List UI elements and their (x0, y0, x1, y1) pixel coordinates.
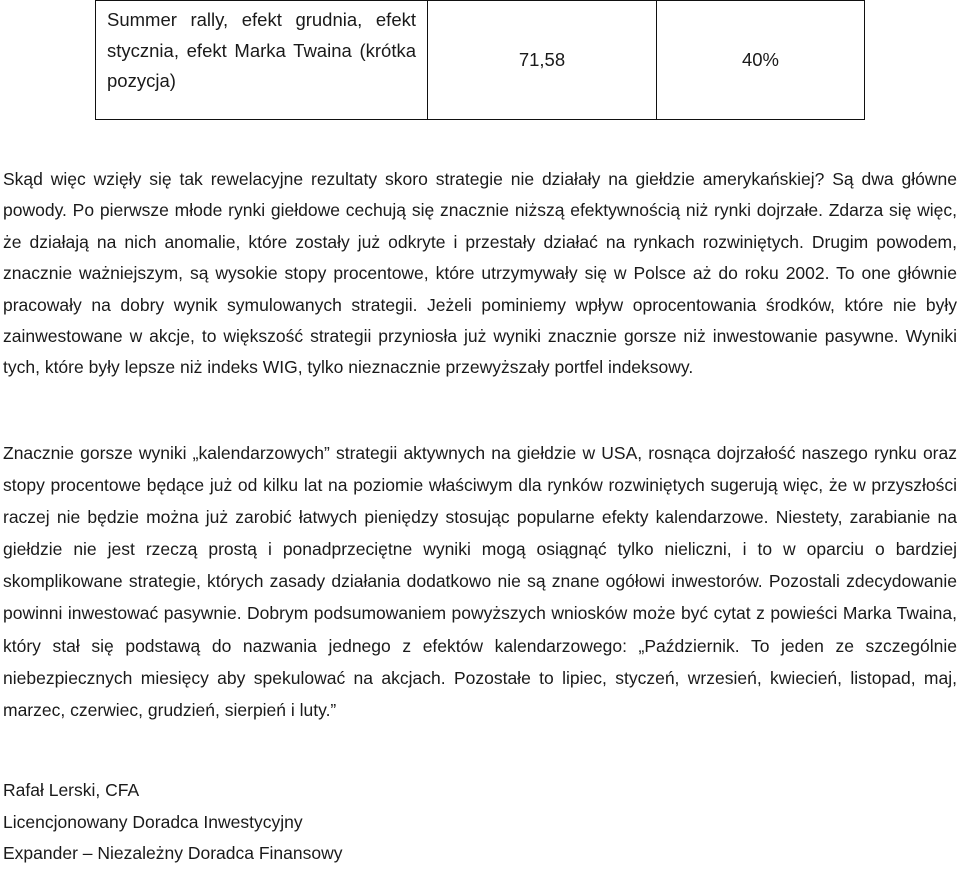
strategy-value-cell (428, 1, 657, 120)
signature-company: Expander – Niezależny Doradca Finansowy (3, 843, 343, 864)
strategy-table (95, 0, 865, 120)
signature-block (3, 775, 342, 870)
paragraph-reasons: Skąd więc wzięły się tak rewelacyjne rezultaty skoro strategie nie działały na giełdzie amerykańskiej? Są dwa główne powody. Po pierwsze młode rynki giełdowe cechują się znacznie niższą efektywnością niż rynki dojrzałe. Zdarza się więc, że działają na nich anomalie, które zostały już odkryte i przestały działać na rynkach rozwiniętych. Drugim powodem, znacznie ważniejszym, są wysokie stopy procentowe, które utrzymywały się w Polsce aż do roku 2002. To one głównie pracowały na dobry wynik symulowanych strategii. Jeżeli pominiemy wpływ oprocentowania środków, które nie były zainwestowane w akcje, to większość strategii przyniosła już wyniki znacznie gorsze niż inwestowanie pasywne. Wyniki tych, które były lepsze niż indeks WIG, tylko nieznacznie przewyższały portfel indeksowy. (3, 169, 957, 378)
strategy-percent-cell (657, 1, 865, 120)
strategy-name-cell (96, 1, 428, 120)
strategy-table-fragment (95, 0, 865, 120)
strategy-value: 71,58 (518, 49, 566, 70)
strategy-percent: 40% (741, 49, 780, 70)
table-row (96, 1, 865, 120)
paragraph-conclusion: Znacznie gorsze wyniki „kalendarzowych” strategii aktywnych na giełdzie w USA, rosnąca dojrzałość naszego rynku oraz stopy procentowe będące już od kilku lat na poziomie właściwym dla rynków rozwiniętych sugerują więc, że w przyszłości raczej nie będzie można już zarobić łatwych pieniędzy stosując popularne efekty kalendarzowe. Niestety, zarabianie na giełdzie nie jest rzeczą prostą i ponadprzeciętne wyniki mogą osiągnąć tylko nieliczni, i to w oparciu o bardziej skomplikowane strategie, których zasady działania dodatkowo nie są znane ogółowi inwestorów. Pozostali zdecydowanie powinni inwestować pasywnie. Dobrym podsumowaniem powyższych wniosków może być cytat z powieści Marka Twaina, który stał się podstawą do nazwania jednego z efektów kalendarzowego: „Październik. To jeden ze szczególnie niebezpiecznych miesięcy aby spekulować na akcjach. Pozostałe to lipiec, styczeń, wrzesień, kwiecień, listopad, maj, marzec, czerwiec, grudzień, sierpień i luty.” (3, 443, 957, 720)
signature-name: Rafał Lerski, CFA (3, 780, 140, 800)
strategy-name: Summer rally, efekt grudnia, efekt stycznia, efekt Marka Twaina (krótka pozycja) (107, 9, 416, 91)
signature-title: Licencjonowany Doradca Inwestycyjny (3, 811, 303, 832)
